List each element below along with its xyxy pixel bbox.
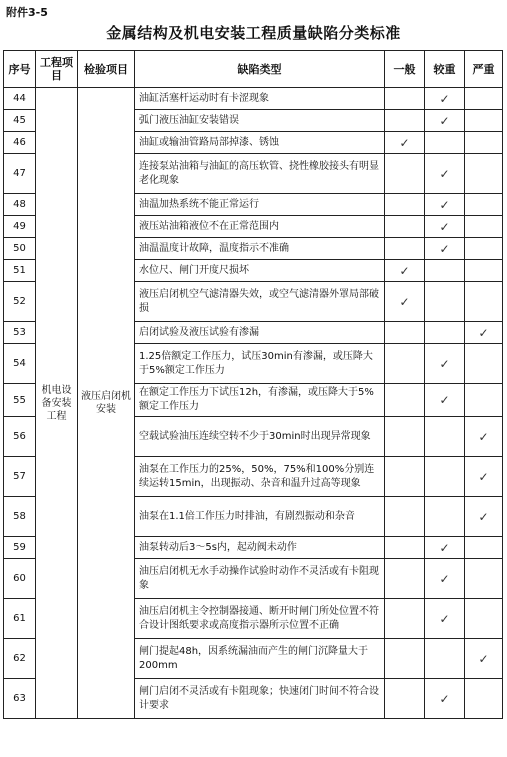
defect-description: 油压启闭机主令控制器接通、断开时闸门所处位置不符合设计图纸要求或高度指示器所示位置不正确	[135, 599, 385, 639]
severity-serious-cell	[465, 384, 503, 417]
header-defect: 缺陷类型	[135, 51, 385, 88]
severity-general-cell	[385, 497, 425, 537]
severity-serious-cell	[465, 132, 503, 154]
severity-general-cell	[385, 344, 425, 384]
row-number: 61	[4, 599, 36, 639]
severity-serious-cell	[465, 238, 503, 260]
project-cell: 机电设备安装工程	[36, 88, 78, 719]
severity-serious-cell	[465, 110, 503, 132]
severity-serious-cell	[465, 679, 503, 719]
header-project: 工程项目	[36, 51, 78, 88]
severity-general-cell	[385, 88, 425, 110]
severity-serious-cell	[465, 216, 503, 238]
severity-serious-cell	[465, 194, 503, 216]
severity-general-cell	[385, 384, 425, 417]
severity-general-cell: ✓	[385, 132, 425, 154]
row-number: 63	[4, 679, 36, 719]
severity-serious-cell	[465, 344, 503, 384]
defect-description: 1.25倍额定工作压力，试压30min有渗漏，或压降大于5%额定工作压力	[135, 344, 385, 384]
severity-major-cell	[425, 322, 465, 344]
defect-description: 液压启闭机空气滤清器失效，或空气滤清器外罩局部破损	[135, 282, 385, 322]
severity-major-cell: ✓	[425, 194, 465, 216]
defect-description: 油温加热系统不能正常运行	[135, 194, 385, 216]
severity-general-cell	[385, 559, 425, 599]
defect-description: 油泵转动后3～5s内，起动阀未动作	[135, 537, 385, 559]
defect-description: 油缸活塞杆运动时有卡涩现象	[135, 88, 385, 110]
severity-major-cell	[425, 132, 465, 154]
severity-major-cell: ✓	[425, 537, 465, 559]
row-number: 60	[4, 559, 36, 599]
row-number: 44	[4, 88, 36, 110]
row-number: 54	[4, 344, 36, 384]
severity-general-cell	[385, 154, 425, 194]
defect-description: 油泵在1.1倍工作压力时排油，有剧烈振动和杂音	[135, 497, 385, 537]
severity-major-cell	[425, 639, 465, 679]
row-number: 58	[4, 497, 36, 537]
table-row	[4, 88, 503, 110]
defect-description: 连接泵站油箱与油缸的高压软管、挠性橡胶接头有明显老化现象	[135, 154, 385, 194]
defect-description: 油温温度计故障，温度指示不准确	[135, 238, 385, 260]
severity-serious-cell	[465, 282, 503, 322]
severity-general-cell	[385, 457, 425, 497]
severity-serious-cell: ✓	[465, 457, 503, 497]
severity-general-cell: ✓	[385, 282, 425, 322]
severity-general-cell	[385, 110, 425, 132]
severity-major-cell: ✓	[425, 599, 465, 639]
defect-description: 闸门启闭不灵活或有卡阻现象；快速闭门时间不符合设计要求	[135, 679, 385, 719]
severity-major-cell: ✓	[425, 238, 465, 260]
severity-serious-cell	[465, 88, 503, 110]
defect-description: 液压站油箱液位不在正常范围内	[135, 216, 385, 238]
severity-major-cell: ✓	[425, 216, 465, 238]
severity-serious-cell: ✓	[465, 417, 503, 457]
row-number: 46	[4, 132, 36, 154]
severity-serious-cell	[465, 154, 503, 194]
severity-general-cell	[385, 322, 425, 344]
defect-description: 启闭试验及液压试验有渗漏	[135, 322, 385, 344]
severity-general-cell	[385, 238, 425, 260]
defect-description: 空载试验油压连续空转不少于30min时出现异常现象	[135, 417, 385, 457]
row-number: 59	[4, 537, 36, 559]
row-number: 62	[4, 639, 36, 679]
severity-general-cell	[385, 679, 425, 719]
severity-major-cell: ✓	[425, 679, 465, 719]
severity-general-cell	[385, 417, 425, 457]
defect-description: 在额定工作压力下试压12h，有渗漏，或压降大于5%额定工作压力	[135, 384, 385, 417]
defect-description: 油缸或输油管路局部掉漆、锈蚀	[135, 132, 385, 154]
row-number: 50	[4, 238, 36, 260]
table-header-row	[4, 51, 503, 88]
severity-major-cell	[425, 260, 465, 282]
header-general: 一般	[385, 51, 425, 88]
defect-description: 水位尺、闸门开度尺损坏	[135, 260, 385, 282]
severity-general-cell	[385, 537, 425, 559]
severity-serious-cell: ✓	[465, 497, 503, 537]
severity-major-cell: ✓	[425, 344, 465, 384]
severity-major-cell: ✓	[425, 154, 465, 194]
severity-major-cell: ✓	[425, 88, 465, 110]
defect-description: 弧门液压油缸安装错误	[135, 110, 385, 132]
defect-description: 油压启闭机无水手动操作试验时动作不灵活或有卡阻现象	[135, 559, 385, 599]
table-body	[4, 88, 503, 719]
defect-description: 闸门提起48h，因系统漏油而产生的闸门沉降量大于200mm	[135, 639, 385, 679]
header-item: 检验项目	[78, 51, 135, 88]
severity-general-cell: ✓	[385, 260, 425, 282]
severity-general-cell	[385, 216, 425, 238]
row-number: 52	[4, 282, 36, 322]
row-number: 53	[4, 322, 36, 344]
severity-major-cell	[425, 457, 465, 497]
row-number: 57	[4, 457, 36, 497]
severity-serious-cell	[465, 599, 503, 639]
severity-serious-cell: ✓	[465, 322, 503, 344]
header-no: 序号	[4, 51, 36, 88]
severity-serious-cell	[465, 537, 503, 559]
row-number: 45	[4, 110, 36, 132]
row-number: 48	[4, 194, 36, 216]
severity-serious-cell	[465, 559, 503, 599]
severity-major-cell	[425, 282, 465, 322]
severity-general-cell	[385, 639, 425, 679]
annex-label: 附件3-5	[6, 6, 48, 19]
header-serious: 严重	[465, 51, 503, 88]
severity-general-cell	[385, 194, 425, 216]
row-number: 56	[4, 417, 36, 457]
severity-general-cell	[385, 599, 425, 639]
defect-classification-table	[3, 50, 503, 719]
defect-description: 油泵在工作压力的25%，50%，75%和100%分别连续运转15min，出现振动、杂音和温升过高等现象	[135, 457, 385, 497]
severity-major-cell: ✓	[425, 110, 465, 132]
row-number: 49	[4, 216, 36, 238]
row-number: 51	[4, 260, 36, 282]
inspection-item-cell: 液压启闭机安装	[78, 88, 135, 719]
severity-serious-cell: ✓	[465, 639, 503, 679]
severity-major-cell	[425, 417, 465, 457]
row-number: 55	[4, 384, 36, 417]
document-title: 金属结构及机电安装工程质量缺陷分类标准	[106, 24, 401, 42]
header-major: 较重	[425, 51, 465, 88]
row-number: 47	[4, 154, 36, 194]
severity-major-cell: ✓	[425, 384, 465, 417]
severity-major-cell: ✓	[425, 559, 465, 599]
severity-major-cell	[425, 497, 465, 537]
severity-serious-cell	[465, 260, 503, 282]
